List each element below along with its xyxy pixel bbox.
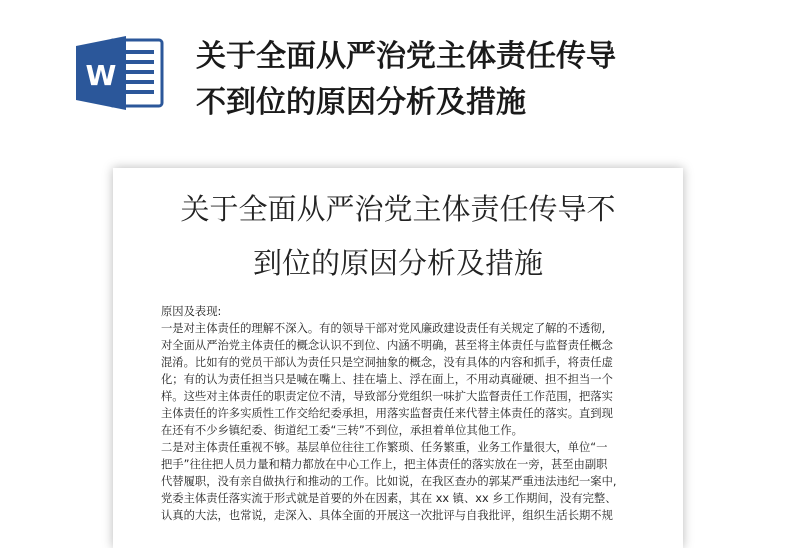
document-preview [113, 168, 683, 548]
document-title-line: 到位的原因分析及措施 [252, 246, 543, 280]
body-line: 把手”往往把人员力量和精力都放在中心工作上，把主体责任的落实放在一旁，甚至由副职 [161, 458, 608, 471]
page-title-line: 不到位的原因分析及措施 [196, 85, 526, 120]
body-line: 主体责任的许多实质性工作交给纪委承担，用落实监督责任来代替主体责任的落实。直到现 [161, 407, 613, 420]
body-line: 样。这些对主体责任的职责定位不清，导致部分党组织一味扩大监督责任工作范围，把落实 [161, 390, 613, 403]
document-title [113, 182, 683, 290]
word-icon [76, 34, 166, 112]
body-line: 原因及表现: [161, 305, 222, 318]
document-title-line: 关于全面从严治党主体责任传导不 [180, 192, 616, 226]
page-title-line: 关于全面从严治党主体责任传导 [196, 39, 616, 74]
body-line: 二是对主体责任重视不够。基层单位往往工作繁琐、任务繁重，业务工作量很大，单位“一 [161, 441, 608, 454]
body-line: 在还有不少乡镇纪委、街道纪工委“三转”不到位，承担着单位其他工作。 [161, 424, 523, 437]
body-line: 代替履职，没有亲自做执行和推动的工作。比如说，在我区查办的郭某严重违法违纪一案中, [161, 475, 617, 488]
body-line: 一是对主体责任的理解不深入。有的领导干部对党风廉政建设责任有关规定了解的不透彻, [161, 322, 606, 335]
document-body [161, 303, 647, 524]
body-line: 化；有的认为责任担当只是喊在嘴上、挂在墙上、浮在面上，不用动真碰硬、担不担当一个 [161, 373, 613, 386]
page-title [196, 34, 786, 126]
page-header [0, 0, 800, 150]
body-line: 混淆。比如有的党员干部认为责任只是空洞抽象的概念，没有具体的内容和抓手，将责任虚 [161, 356, 613, 369]
body-line: 对全面从严治党主体责任的概念认识不到位、内涵不明确，甚至将主体责任与监督责任概念 [161, 339, 613, 352]
word-icon-letter: W [85, 59, 117, 92]
body-line: 认真的大法，也常说，走深入、具体全面的开展这一次批评与自我批评，组织生活长期不规 [161, 509, 613, 522]
body-line: 党委主体责任落实流于形式就是首要的外在因素，其在 xx 镇、xx 乡工作期间，没有完整、 [161, 492, 617, 505]
